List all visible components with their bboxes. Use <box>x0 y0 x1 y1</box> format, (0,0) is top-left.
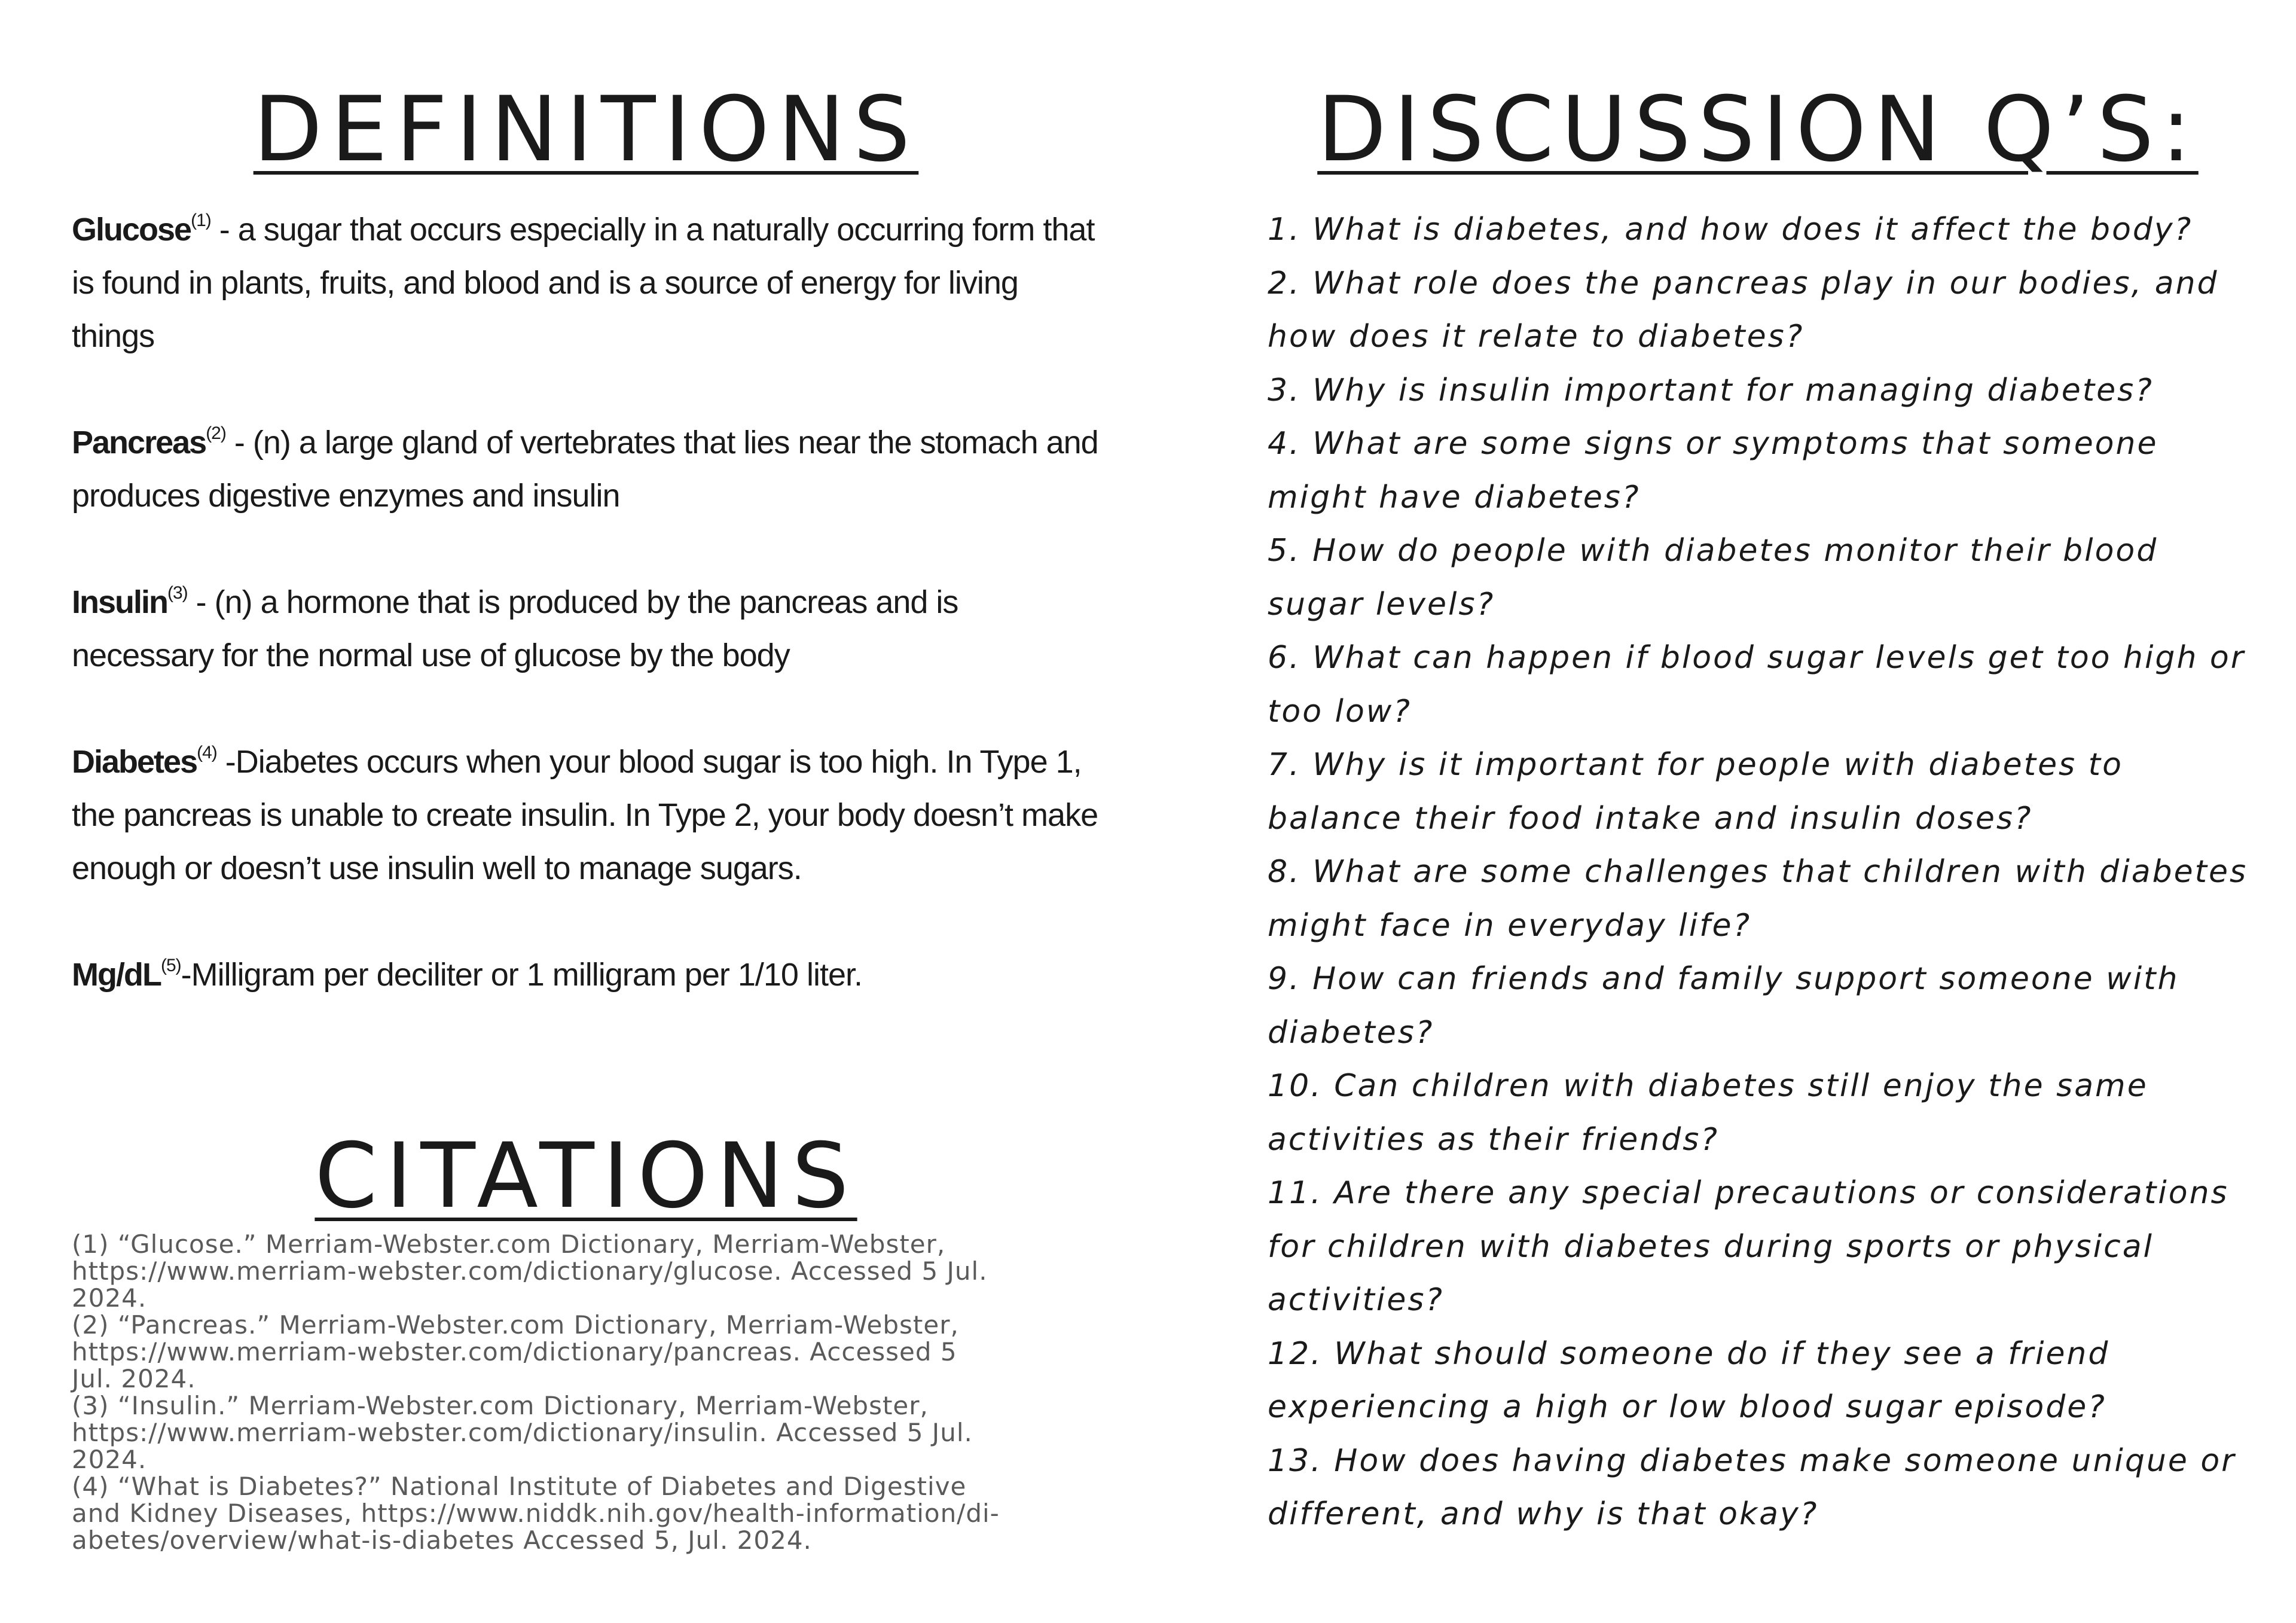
question-item: 11. Are there any special precautions or considerations for children with diabetes during sports or physical activities? <box>1268 1175 2229 1318</box>
question-item: 6. What can happen if blood sugar levels get too high or too low? <box>1268 640 2246 730</box>
question-item: 9. How can friends and family support someone with diabetes? <box>1268 961 2179 1051</box>
definition-term: Mg/dL <box>72 957 161 993</box>
question-item: 4. What are some signs or symptoms that someone might have diabetes? <box>1268 426 2158 515</box>
definition-item <box>72 416 1100 523</box>
definition-ref: (4) <box>197 743 217 762</box>
definition-ref: (5) <box>160 956 181 975</box>
definition-term: Pancreas <box>72 425 206 460</box>
definition-ref: (2) <box>206 423 226 443</box>
question-item: 13. How does having diabetes make someone unique or different, and why is that okay? <box>1268 1442 2236 1532</box>
citation-item: (2) “Pancreas.” Merriam-Webster.com Dictionary, Merriam-Webster, https://www.merriam-webster.com/dictionary/pancreas. Accessed 5 Jul. 2024. <box>72 1310 959 1393</box>
citation-item: (1) “Glucose.” Merriam-Webster.com Dictionary, Merriam-Webster, https://www.merriam-webster.com/dictionary/glucose. Accessed 5 Jul. 2024. <box>72 1230 988 1313</box>
question-item: 12. What should someone do if they see a friend experiencing a high or low blood sugar episode? <box>1268 1335 2110 1425</box>
definition-text: -Diabetes occurs when your blood sugar is too high. In Type 1, the pancreas is unable to create insulin. In Type 2, your body doesn’t make enough or doesn’t use insulin well to manage sugars. <box>72 744 1098 886</box>
citations-heading: CITATIONS <box>315 1124 857 1228</box>
question-item: 10. Can children with diabetes still enjoy the same activities as their friends? <box>1268 1068 2148 1158</box>
citations-list <box>72 1231 1088 1554</box>
question-item: 3. Why is insulin important for managing diabetes? <box>1268 372 2154 408</box>
definition-item <box>72 203 1100 363</box>
definition-item <box>72 736 1100 895</box>
definition-ref: (3) <box>167 583 188 603</box>
question-item: 5. How do people with diabetes monitor their blood sugar levels? <box>1268 533 2158 623</box>
definitions-heading: DEFINITIONS <box>253 78 919 182</box>
definition-text: - (n) a large gland of vertebrates that lies near the stomach and produces digestive enzymes and insulin <box>72 425 1098 514</box>
citation-item: (3) “Insulin.” Merriam-Webster.com Dictionary, Merriam-Webster, https://www.merriam-webster.com/dictionary/insulin. Accessed 5 Jul. 2024. <box>72 1391 973 1474</box>
definition-text: - (n) a hormone that is produced by the pancreas and is necessary for the normal use of glucose by the body <box>72 584 958 673</box>
discussion-heading: DISCUSSION Q’S: <box>1317 78 2199 182</box>
definition-text: - a sugar that occurs especially in a naturally occurring form that is found in plants, fruits, and blood and is a source of energy for living things <box>72 212 1095 354</box>
definition-term: Glucose <box>72 212 191 248</box>
definition-item <box>72 948 1100 1002</box>
discussion-questions <box>1268 203 2248 1542</box>
question-item: 2. What role does the pancreas play in our bodies, and how does it relate to diabetes? <box>1268 265 2219 355</box>
question-item: 8. What are some challenges that children with diabetes might face in everyday life? <box>1268 854 2248 944</box>
question-item: 1. What is diabetes, and how does it affect the body? <box>1268 212 2193 248</box>
question-item: 7. Why is it important for people with diabetes to balance their food intake and insulin doses? <box>1268 747 2123 837</box>
definition-text: -Milligram per deciliter or 1 milligram per 1/10 liter. <box>181 957 862 993</box>
definition-item <box>72 576 1100 682</box>
definition-ref: (1) <box>191 210 211 230</box>
definition-term: Insulin <box>72 584 167 620</box>
definition-term: Diabetes <box>72 744 197 780</box>
citation-item: (4) “What is Diabetes?” National Institute of Diabetes and Digestive and Kidney Diseases, https://www.niddk.nih.gov/health-information/di- abetes/overview/what-is-diabetes Accessed 5, Jul. 2024. <box>72 1472 1000 1555</box>
definitions-list <box>72 203 1100 1055</box>
